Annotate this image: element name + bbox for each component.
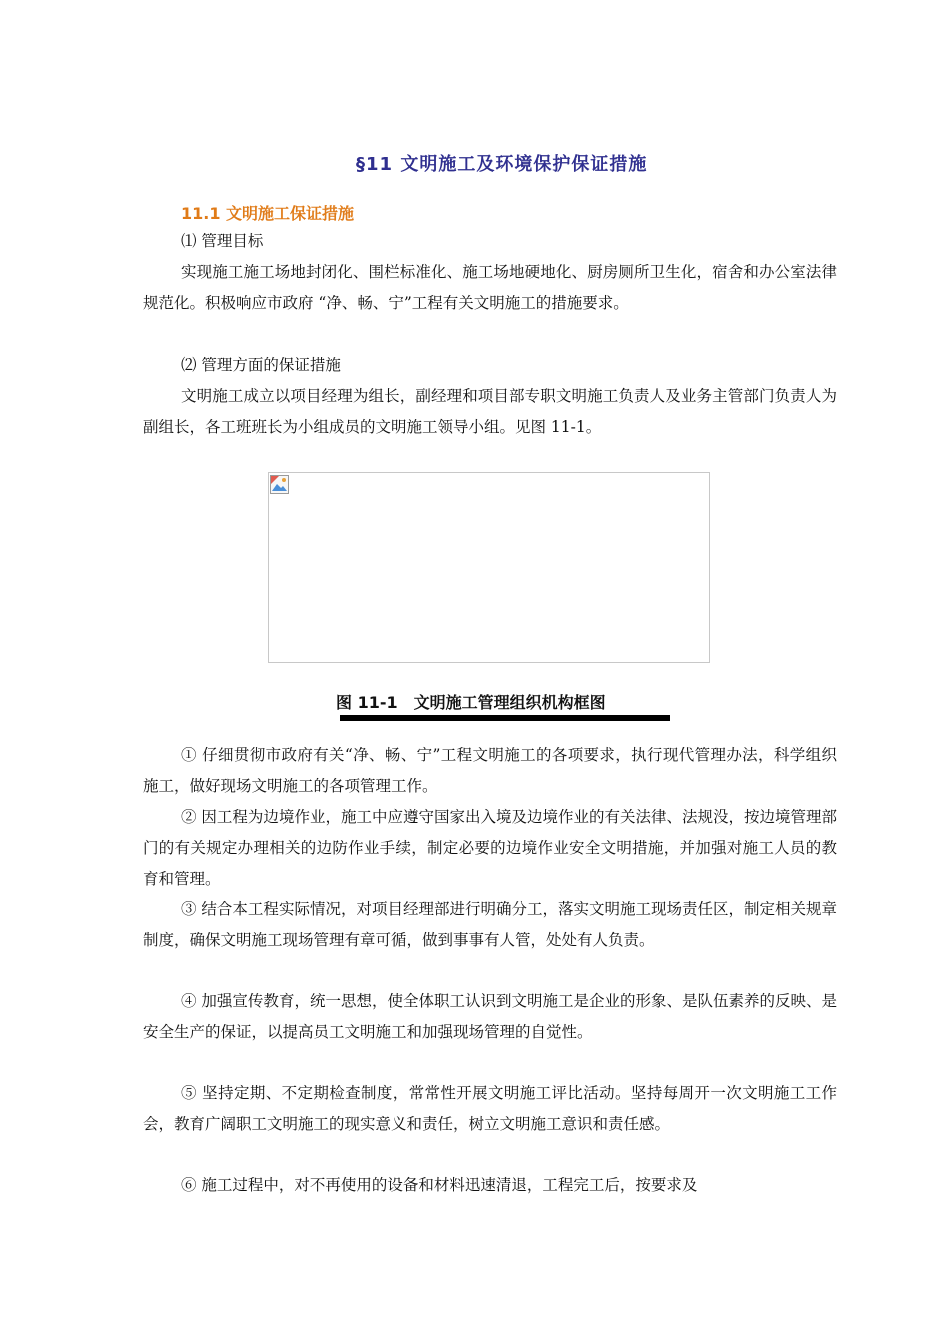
paragraph-leadership-group: 文明施工成立以项目经理为组长，副经理和项目部专职文明施工负责人及业务主管部门负责人为副组长，各工班班长为小组成员的文明施工领导小组。见图 11-1。 xyxy=(143,387,837,436)
caption-underline xyxy=(340,715,670,721)
list-item: ② 因工程为边境作业，施工中应遵守国家出入境及边境作业的有关法律、法规没，按边境管理部门的有关规定办理相关的边防作业手续，制定必要的边境作业安全文明措施，并加强对施工人员的教育和管理。 xyxy=(143,808,837,888)
broken-image-icon xyxy=(270,475,289,494)
list-item: ① 仔细贯彻市政府有关“净、畅、宁”工程文明施工的各项要求，执行现代管理办法，科学组织施工，做好现场文明施工的各项管理工作。 xyxy=(143,746,837,795)
subheading-management-goal: ⑴ 管理目标 xyxy=(181,232,264,250)
list-item: ③ 结合本工程实际情况，对项目经理部进行明确分工，落实文明施工现场责任区，制定相关规章制度，确保文明施工现场管理有章可循，做到事事有人管，处处有人负责。 xyxy=(143,900,837,949)
list-item: ⑥ 施工过程中，对不再使用的设备和材料迅速清退，工程完工后，按要求及 xyxy=(181,1176,698,1194)
list-item: ④ 加强宣传教育，统一思想，使全体职工认识到文明施工是企业的形象、是队伍素养的反映、是安全生产的保证，以提高员工文明施工和加强现场管理的自觉性。 xyxy=(143,992,837,1041)
figure-caption: 图 11-1 文明施工管理组织机构框图 xyxy=(336,693,606,712)
figure-image-placeholder xyxy=(268,472,710,663)
paragraph-management-goal: 实现施工施工场地封闭化、围栏标准化、施工场地硬地化、厨房厕所卫生化，宿舍和办公室法律规范化。积极响应市政府 “净、畅、宁”工程有关文明施工的措施要求。 xyxy=(143,263,837,312)
subheading-management-measures: ⑵ 管理方面的保证措施 xyxy=(181,356,341,374)
chapter-title: §11 文明施工及环境保护保证措施 xyxy=(356,154,648,175)
list-item: ⑤ 坚持定期、不定期检查制度，常常性开展文明施工评比活动。坚持每周开一次文明施工工作会，教育广阔职工文明施工的现实意义和责任，树立文明施工意识和责任感。 xyxy=(143,1084,837,1133)
section-title: 11.1 文明施工保证措施 xyxy=(181,204,355,223)
